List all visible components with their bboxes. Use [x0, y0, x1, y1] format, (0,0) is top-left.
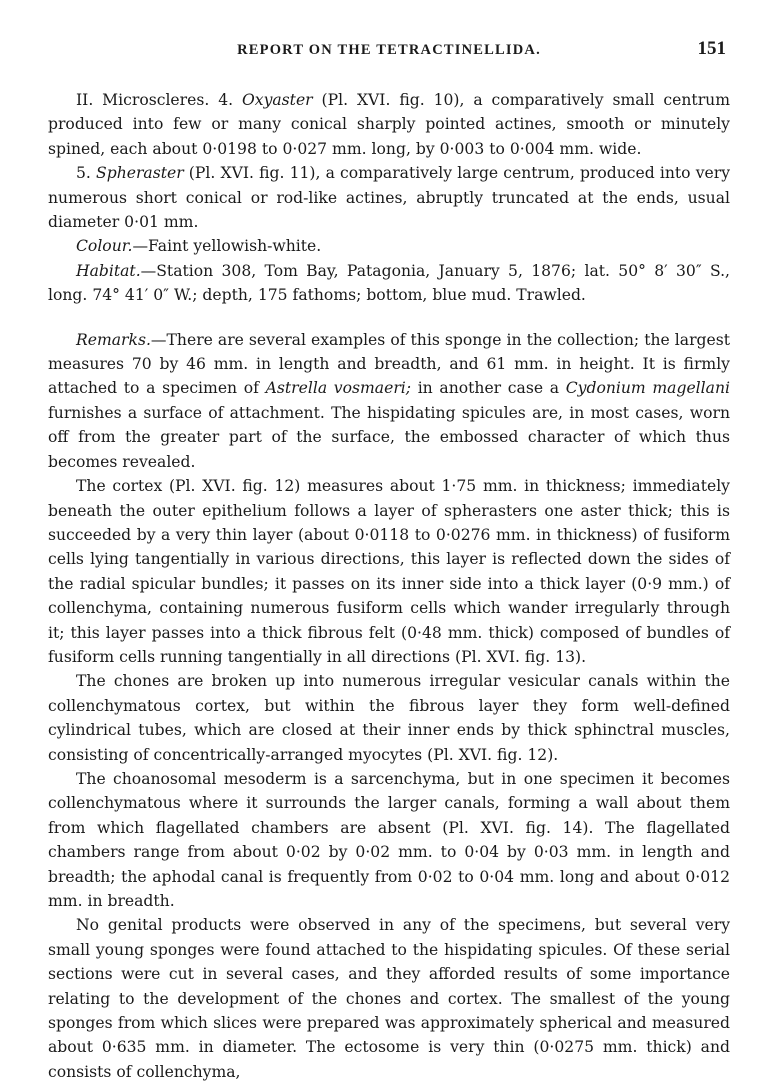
paragraph-spheraster	[48, 161, 730, 234]
body-text	[48, 88, 730, 1084]
term-spheraster: Spheraster	[96, 164, 184, 183]
paragraph-cortex: The cortex (Pl. XVI. fig. 12) measures about 1·75 mm. in thickness; immediately beneath the outer epithelium follows a layer of spherasters one aster thick; this is succeeded by a very thin layer (about 0·0118 to 0·0276 mm. in thickness) of fusiform cells lying tangentially in various directions, this layer is reflected down the sides of the radial spicular bundles; it passes on its inner side into a thick layer (0·9 mm.) of collenchyma, containing numerous fusiform cells which wander irregularly through it; this layer passes into a thick fibrous felt (0·48 mm. thick) composed of bundles of fusiform cells running tangentially in all directions (Pl. XVI. fig. 13).	[48, 477, 730, 666]
heading-remarks: Remarks.	[76, 330, 151, 349]
paragraph-text: 5.	[76, 164, 97, 183]
paragraph-oxyaster	[48, 88, 730, 161]
paragraph-text: (Pl. XVI. fig. 10), a comparatively small centrum produced into few or many conical sharply pointed actines, smooth or minutely spined, each about 0·0198 to 0·027 mm. long, by 0·003 to 0·004 mm. wide.	[48, 91, 730, 158]
paragraph-choanosome: The choanosomal mesoderm is a sarcenchyma, but in one specimen it becomes collenchymatous where it surrounds the larger canals, forming a wall about them from which flagellated chambers are absent (Pl. XVI. fig. 14). The flagellated chambers range from about 0·02 by 0·02 mm. to 0·04 by 0·03 mm. in length and breadth; the aphodal canal is frequently from 0·02 to 0·04 mm. long and about 0·012 mm. in breadth.	[48, 769, 730, 910]
page-header	[48, 38, 730, 66]
page	[48, 38, 730, 1084]
heading-habitat: Habitat.	[76, 261, 141, 280]
paragraph-text: —Faint yellowish-white.	[132, 237, 322, 256]
paragraph-text: —There are several examples of this sponge in the collection; the largest measures 70 by 46 mm. in length and breadth, and 61 mm. in height. It is firmly attached to a specimen of	[48, 330, 730, 398]
paragraph-text: II. Microscleres. 4.	[76, 91, 242, 109]
paragraph-young-sponges: No genital products were observed in any of the specimens, but several very small young sponges were found attached to the hispidating spicules. Of these serial sections were cut in several cases, and they afforded results of some importance relating to the development of the chones and cortex. The smallest of the young sponges from which slices were prepared was approximately spherical and measured about 0·635 mm. in diameter. The ectosome is very thin (0·0275 mm. thick) and consists of collenchyma,	[48, 916, 730, 1081]
species-name: Astrella vosmaeri;	[265, 379, 412, 398]
paragraph-colour	[48, 234, 730, 258]
paragraph-chones: The chones are broken up into numerous irregular vesicular canals within the collenchymatous cortex, but within the fibrous layer they form well-defined cylindrical tubes, which are closed at their inner ends by thick sphinctral muscles, consisting of concentrically-arranged myocytes (Pl. XVI. fig. 12).	[48, 672, 730, 764]
running-head: REPORT ON THE TETRACTINELLIDA.	[237, 42, 541, 58]
paragraph-text: furnishes a surface of attachment. The hispidating spicules are, in most cases, worn off from the greater part of the surface, the embossed character of which thus becomes revealed.	[48, 403, 730, 471]
paragraph-text: —Station 308, Tom Bay, Patagonia, January 5, 1876; lat. 50° 8′ 30″ S., long. 74° 41′ 0″ W.; depth, 175 fathoms; bottom, blue mud. Trawled.	[48, 261, 730, 305]
paragraph-remarks	[48, 328, 730, 474]
paragraph-text: (Pl. XVI. fig. 11), a comparatively large centrum, produced into very numerous short conical or rod-like actines, abruptly truncated at the ends, usual diameter 0·01 mm.	[48, 164, 731, 232]
term-oxyaster: Oxyaster	[241, 91, 313, 109]
heading-colour: Colour.	[76, 237, 133, 256]
paragraph-habitat	[48, 259, 730, 308]
species-name: Cydonium magellani	[565, 379, 730, 398]
paragraph-text: in another case a	[411, 379, 566, 398]
page-number: 151	[697, 38, 726, 59]
